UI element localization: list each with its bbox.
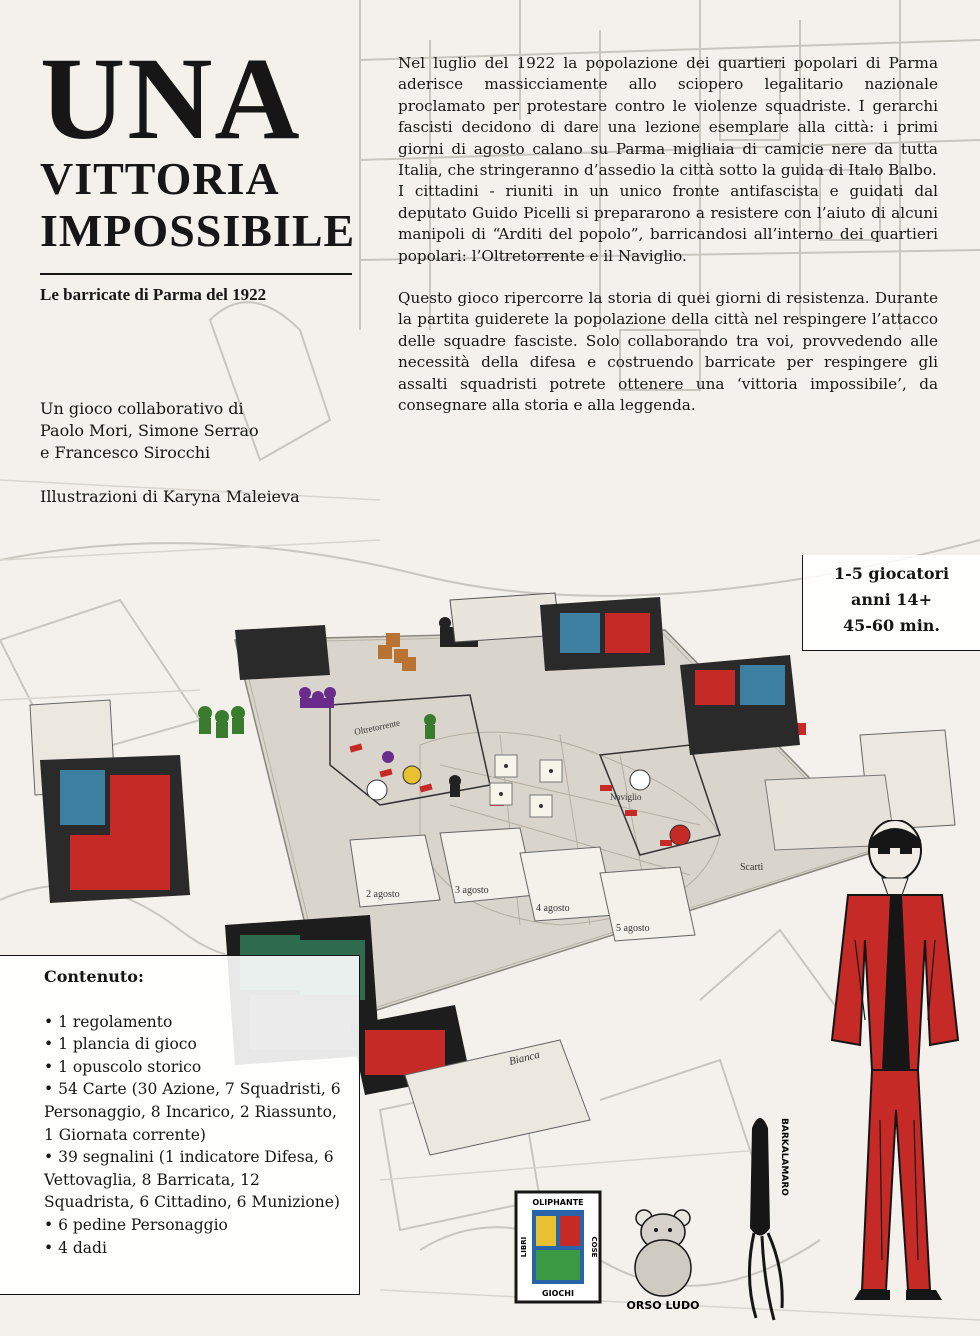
oliphante-logo-right: COSE [590,1236,598,1258]
orso-ludo-logo [622,1206,704,1314]
contents-item: • 39 segnalini (1 indicatore Difesa, 6 Vettovaglia, 8 Barricata, 12 Squadrista, 6 Cittadino, 6 Munizione) [44,1146,345,1214]
story-paragraph-3: Questo gioco ripercorre la storia di quei giorni di resistenza. Durante la partita guiderete la popolazione della città nel respingere l’attacco delle squadre fasciste. Solo collaborando tra voi, provvedendo alle necessità della difesa e costruendo barricate per respingere gli assalti squadristi potrete ottenere una ‘vittoria impossibile’, da consegnare alla storia e alla leggenda. [398,289,938,415]
contents-box [0,955,360,1295]
barkalamaro-logo [734,1108,789,1328]
oliphante-logo [514,1190,602,1304]
title-line-una: UNA [40,33,302,164]
credits-illustrations: Illustrazioni di Karyna Maleieva [40,487,300,506]
character-illustration [790,820,980,1320]
board-day-label-1: 2 agosto [366,889,400,900]
board-area-naviglio: Naviglio [610,792,642,802]
player-age: anni 14+ [851,590,932,609]
story-paragraph-1: Nel luglio del 1922 la popolazione dei quartieri popolari di Parma aderisce massicciamente allo sciopero legalitario nazionale proclamato per protestare contro le violenze squadriste. I gerarchi fascisti decidono di dare una lezione esemplare alla città: i primi giorni di agosto calano su Parma migliaia di camicie nere da tutta Italia, che stringeranno d’assedio la città sotto la guida di Italo Balbo. [398,54,938,180]
story-text [398,53,938,417]
contents-item: • 6 pedine Personaggio [44,1214,345,1237]
credits-line-3: e Francesco Sirocchi [40,443,211,462]
card-bianca-label: Bianca [507,1048,541,1068]
board-area-scarti: Scarti [740,862,764,873]
barkalamaro-logo-text: BARKALAMARO [779,1118,789,1196]
title-block [40,33,360,305]
contents-list [44,1011,345,1260]
credits-line-1: Un gioco collaborativo di [40,399,244,418]
contents-item: • 1 opuscolo storico [44,1056,345,1079]
title-line-vittoria: VITTORIA [40,153,280,204]
contents-item: • 4 dadi [44,1237,345,1260]
board-day-label-3: 4 agosto [536,903,570,914]
credits [40,398,370,508]
orso-ludo-logo-text: ORSO LUDO [626,1299,700,1312]
contents-heading: Contenuto: [44,967,144,986]
credits-line-2: Paolo Mori, Simone Serrao [40,421,259,440]
story-paragraph-2: I cittadini - riuniti in un unico fronte antifascista e guidati dal deputato Guido Picelli si prepararono a resistere con l’aiuto di alcuni manipoli di “Arditi del popolo”, barricandosi all’interno dei quartieri popolari: l’Oltretorrente e il Naviglio. [398,182,938,265]
subtitle: Le barricate di Parma del 1922 [40,285,267,304]
board-area-oltretorrente: Oltretorrente [353,717,401,737]
contents-item: • 1 plancia di gioco [44,1033,345,1056]
play-time: 45-60 min. [843,616,940,635]
oliphante-logo-left: LIBRI [520,1236,528,1258]
board-day-label-2: 3 agosto [455,885,489,896]
title-divider [40,273,352,275]
player-count: 1-5 giocatori [833,564,950,583]
oliphante-logo-top: OLIPHANTE [532,1198,584,1207]
contents-item: • 1 regolamento [44,1011,345,1034]
contents-item: • 54 Carte (30 Azione, 7 Squadristi, 6 Personaggio, 8 Incarico, 2 Riassunto, 1 Giornata corrente) [44,1078,345,1146]
board-day-label-4: 5 agosto [616,923,650,934]
oliphante-logo-bottom: GIOCHI [542,1289,574,1298]
title-line-impossibile: IMPOSSIBILE [40,205,356,256]
